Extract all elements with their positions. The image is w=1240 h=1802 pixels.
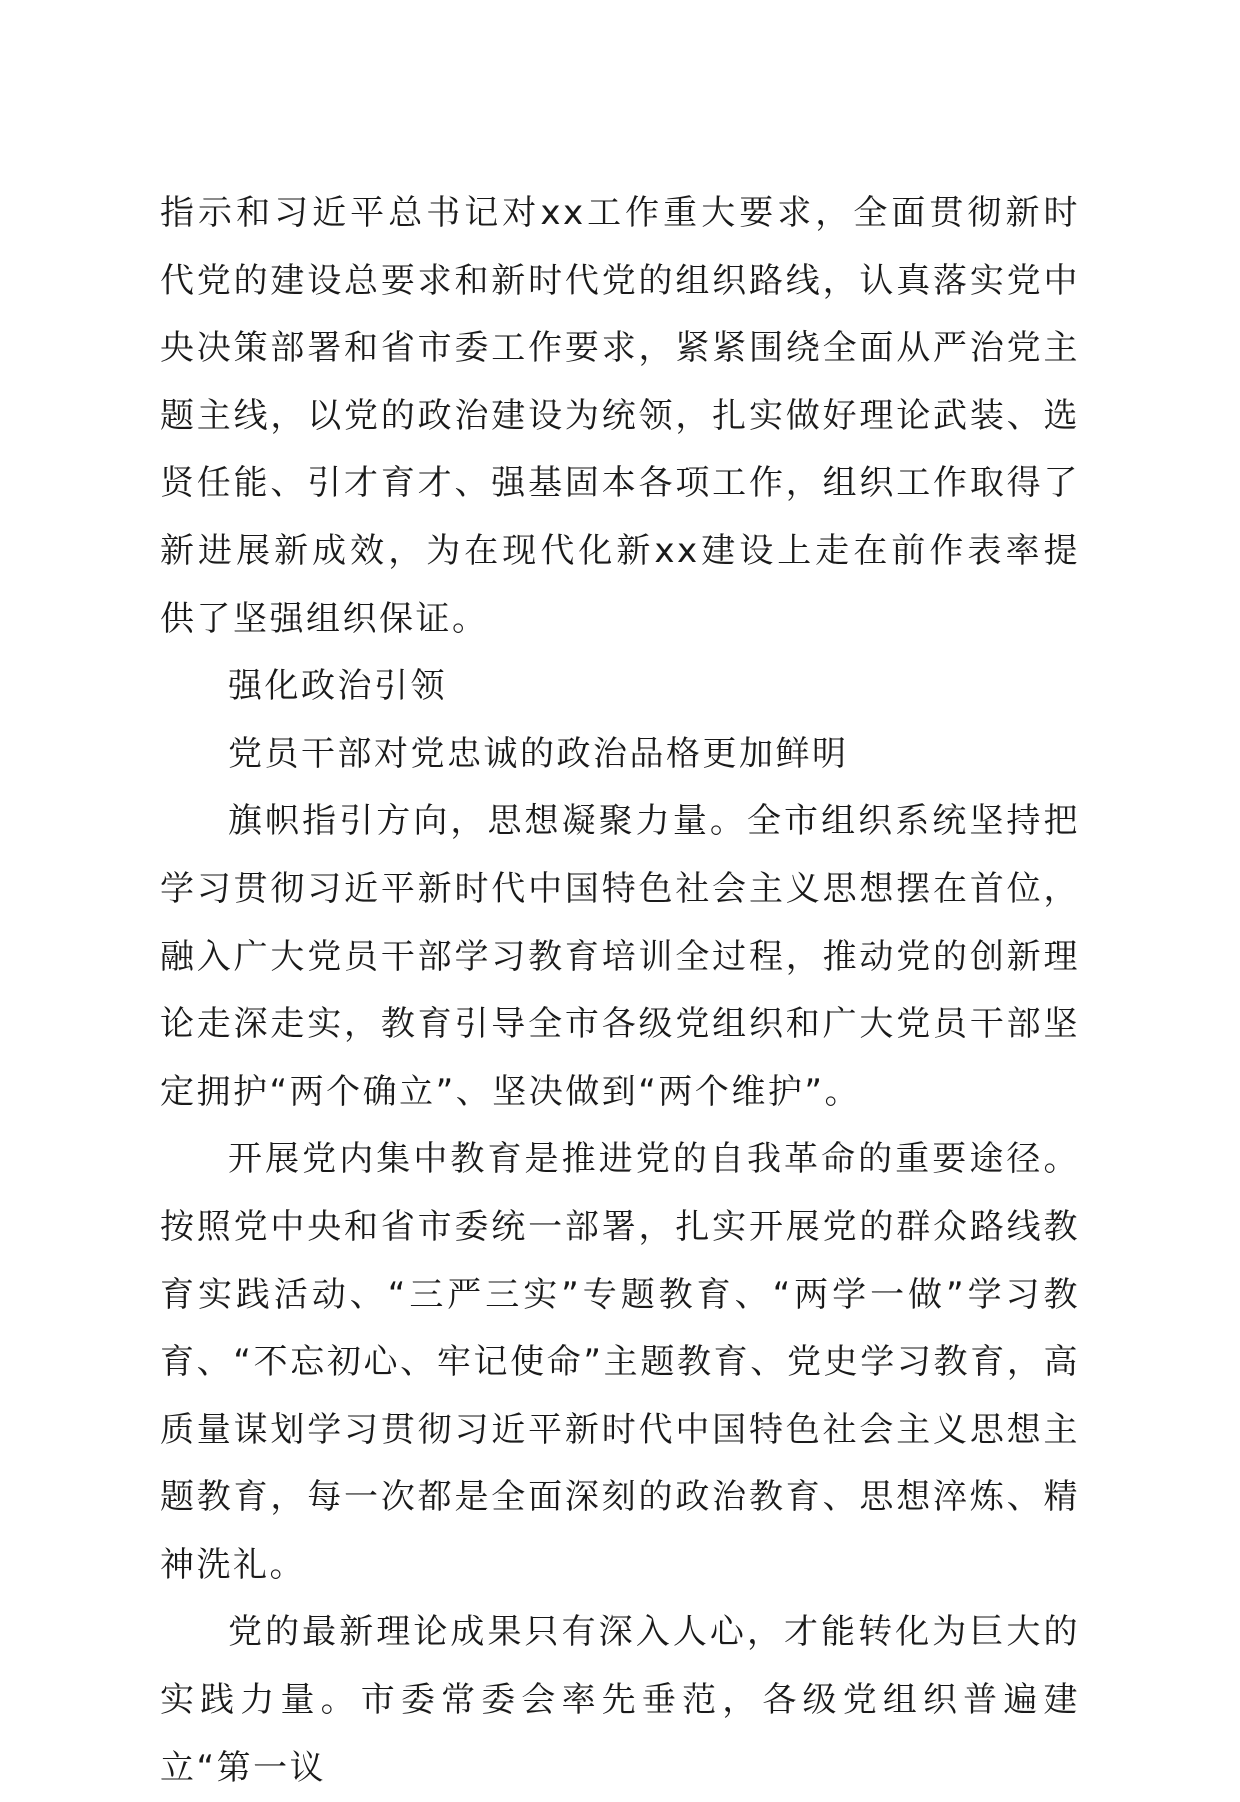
section-subheading: 党员干部对党忠诚的政治品格更加鲜明 bbox=[228, 733, 849, 774]
document-body bbox=[160, 180, 1080, 1802]
paragraph-education: 开展党内集中教育是推进党的自我革命的重要途径。按照党中央和省市委统一部署，扎实开展党的群众路线教育实践活动、“三严三实”专题教育、“两学一做”学习教育、“不忘初心、牢记使命”主题教育、党史学习教育，高质量谋划学习贯彻习近平新时代中国特色社会主义思想主题教育，每一次都是全面深刻的政治教育、思想淬炼、精神洗礼。 bbox=[160, 1139, 1080, 1585]
paragraph-practice: 党的最新理论成果只有深入人心，才能转化为巨大的实践力量。市委常委会率先垂范，各级党组织普遍建立“第一议 bbox=[160, 1612, 1080, 1788]
paragraph-continuation: 指示和习近平总书记对xx工作重大要求，全面贯彻新时代党的建设总要求和新时代党的组织路线，认真落实党中央决策部署和省市委工作要求，紧紧围绕全面从严治党主题主线，以党的政治建设为统领，扎实做好理论武装、选贤任能、引才育才、强基固本各项工作，组织工作取得了新进展新成效，为在现代化新xx建设上走在前作表率提供了坚强组织保证。 bbox=[160, 193, 1080, 639]
section-heading: 强化政治引领 bbox=[228, 666, 447, 707]
paragraph-theory: 旗帜指引方向，思想凝聚力量。全市组织系统坚持把学习贯彻习近平新时代中国特色社会主义思想摆在首位，融入广大党员干部学习教育培训全过程，推动党的创新理论走深走实，教育引导全市各级党组织和广大党员干部坚定拥护“两个确立”、坚决做到“两个维护”。 bbox=[160, 801, 1080, 1112]
